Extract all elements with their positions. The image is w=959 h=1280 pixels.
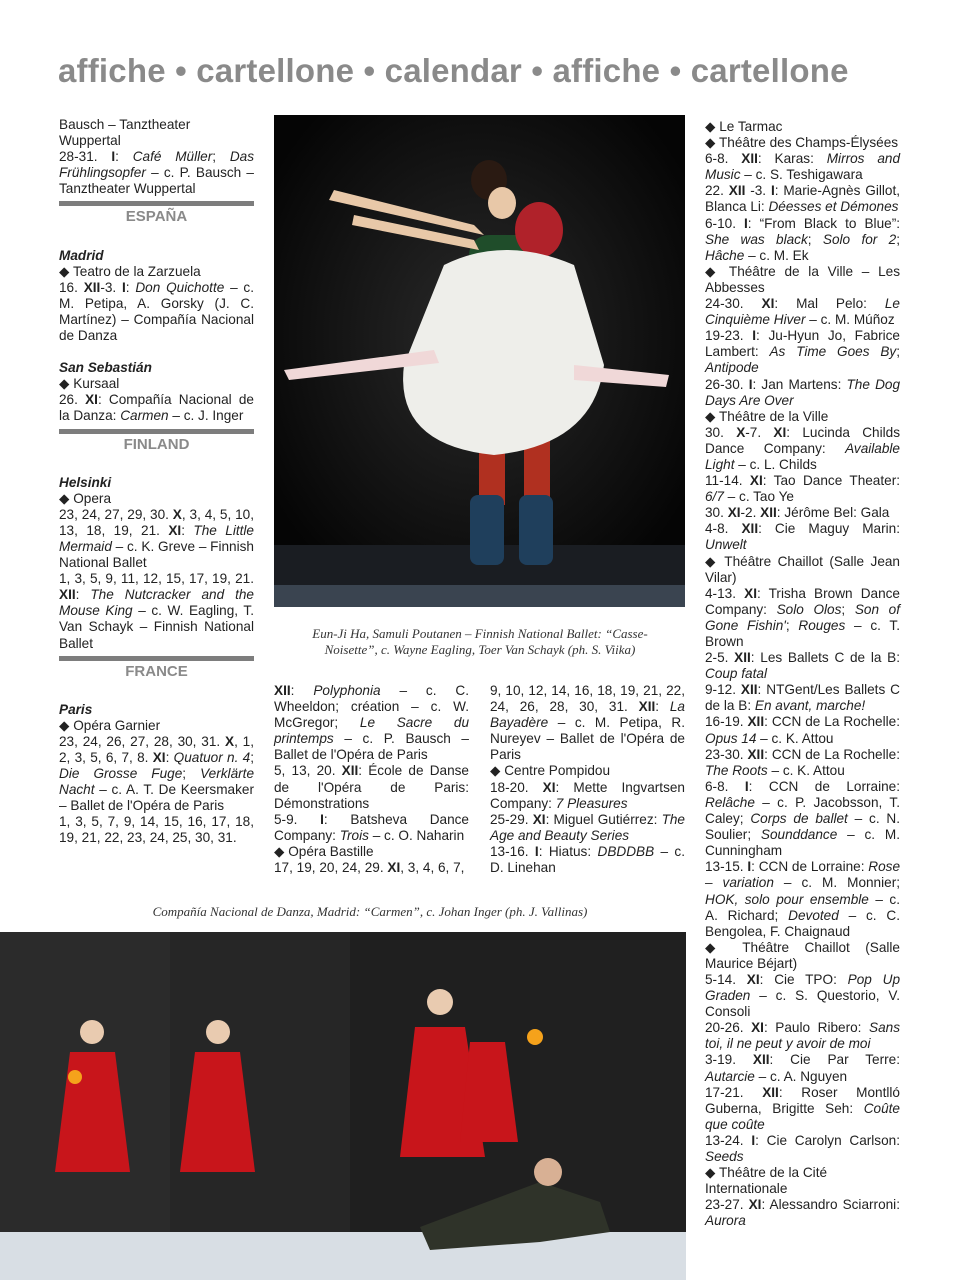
city-san-sebastian: San Sebastián — [59, 360, 152, 376]
column-2 — [274, 683, 469, 876]
country-heading-france: FRANCE — [125, 662, 188, 680]
listing-marin: 4-8. XII: Cie Maguy Marin: Unwelt — [705, 521, 901, 553]
column-1 — [59, 117, 254, 847]
listing-bayadere: 9, 10, 12, 14, 16, 18, 19, 21, 22, 24, 26, 28, 30, 31. XII: La Bayadère – c. M. Petipa, R. Nureyev – Ballet de l'Opéra de Paris — [490, 683, 685, 763]
country-divider — [59, 429, 254, 434]
city-madrid: Madrid — [59, 247, 104, 263]
listing-gutierrez: 25-29. XI: Miguel Gutiérrez: The Age and Beauty Series — [490, 811, 685, 843]
venue-le-tarmac: ◆ Le Tarmac — [705, 119, 783, 134]
listing-helsinki-1: 23, 24, 27, 29, 30. X, 3, 4, 5, 10, 13, 18, 19, 21. XI: The Little Mermaid – c. K. Greve – Finnish National Ballet — [59, 506, 255, 571]
listing-relache: 6-8. I: CCN de Lorraine: Relâche – c. P. Jacobsson, T. Caley; Corps de ballet – c. N. Soulier; Sounddance – c. M. Cunningham — [705, 778, 900, 859]
listing-ecole-de-danse: 5, 13, 20. XII: École de Danse de l'Opéra de Paris: Démonstrations — [274, 763, 469, 811]
listing-ingvartsen: 18-20. XI: Mette Ingvartsen Company: 7 Pleasures — [490, 779, 685, 811]
photo-carmen — [0, 932, 686, 1280]
venue-chaillot-bejart: ◆ Théâtre Chaillot (Salle Maurice Béjart) — [705, 939, 900, 971]
listing-par-terre: 3-19. XII: Cie Par Terre: Autarcie – c. A. Nguyen — [705, 1052, 900, 1084]
listing-madrid: 16. XII-3. I: Don Quichotte – c. M. Petipa, A. Gorsky (J. C. Martínez) – Compañía Nacional de Danza — [59, 279, 255, 344]
listing-gillot: 22. XII -3. I: Marie-Agnès Gillot, Blanca Li: Déesses et Démones — [705, 183, 900, 215]
listing-bastille-dates: 17, 19, 20, 24, 29. XI, 3, 4, 6, 7, — [274, 860, 465, 876]
listing-ntgent: 9-12. XII: NTGent/Les Ballets C de la B: En avant, marche! — [705, 682, 901, 714]
country-heading-finland: FINLAND — [123, 435, 190, 453]
listing-helsinki-2: 1, 3, 5, 9, 11, 12, 15, 17, 19, 21. XII: The Nutcracker and the Mouse King – c. W. Eagling, T. Van Schayk – Finnish National Ballet — [59, 571, 254, 651]
listing-opus-14: 16-19. XII: CCN de La Rochelle: Opus 14 – c. K. Attou — [705, 714, 900, 746]
caption-carmen: Compañía Nacional de Danza, Madrid: “Carmen”, c. Johan Inger (ph. J. Vallinas) — [152, 904, 588, 919]
listing-batsheva: 5-9. I: Batsheva Dance Company: Trois – c. O. Naharin — [274, 811, 469, 843]
listing-childs: 30. X-7. XI: Lucinda Childs Dance Company: Available Light – c. L. Childs — [705, 424, 900, 472]
listing-rose-variation: 13-15. I: CCN de Lorraine: Rose – variation – c. M. Monnier; HOK, solo pour ensemble – c. A. Richard; Devoted – c. C. Bengolea, F. Chaignaud — [705, 859, 901, 939]
masthead-title: affiche • cartellone • calendar • affiche • cartellone — [58, 52, 849, 89]
listing-montllo: 17-21. XII: Roser Montlló Guberna, Brigitte Seh: Coûte que coûte — [705, 1084, 900, 1132]
country-divider — [59, 201, 254, 206]
listing-bel: 30. XI-2. XII: Jérôme Bel: Gala — [705, 505, 890, 521]
venue-champs-elysees: ◆ Théâtre des Champs-Élysées — [705, 135, 899, 151]
listing-paris-2: 1, 3, 5, 7, 9, 14, 15, 16, 17, 18, 19, 21, 22, 23, 24, 25, 30, 31. — [59, 814, 254, 846]
country-heading-espana: ESPAÑA — [125, 208, 188, 226]
venue-kursaal: ◆ Kursaal — [59, 376, 120, 392]
listing-san-sebastian: 26. XI: Compañía Nacional de la Danza: Carmen – c. J. Inger — [59, 392, 254, 424]
listing-ek: 6-10. I: “From Black to Blue”: She was black; Solo for 2; Hâche – c. M. Ek — [705, 215, 900, 263]
column-3 — [490, 683, 685, 876]
venue-opera-garnier: ◆ Opéra Garnier — [59, 717, 161, 733]
listing-the-roots: 23-30. XII: CCN de La Rochelle: The Roots – c. K. Attou — [705, 746, 900, 778]
intro-company: Bausch – Tanztheater Wuppertal — [59, 117, 191, 149]
listing-tpo: 5-14. XI: Cie TPO: Pop Up Graden – c. S. Questorio, V. Consoli — [705, 971, 901, 1020]
listing-ju-hyun-jo: 19-23. I: Ju-Hyun Jo, Fabrice Lambert: As Time Goes By; Antipode — [705, 328, 901, 376]
column-4 — [705, 119, 900, 1229]
venue-opera-bastille: ◆ Opéra Bastille — [274, 843, 374, 859]
carmen-dancers-image — [0, 932, 686, 1280]
venue-opera: ◆ Opera — [59, 490, 112, 506]
venue-theatre-ville: ◆ Théâtre de la Ville — [705, 408, 829, 424]
listing-coup-fatal: 2-5. XII: Les Ballets C de la B: Coup fatal — [705, 650, 900, 682]
listing-paris-1: 23, 24, 26, 27, 28, 30, 31. X, 1, 2, 3, 5, 6, 7, 8. XI: Quatuor n. 4; Die Grosse Fuge; Verklärte Nacht – c. A. T. De Keersmaker – Ballet de l'Opéra de Paris — [59, 733, 255, 814]
photo-nutcracker — [274, 115, 685, 607]
venue-chaillot-vilar: ◆ Théâtre Chaillot (Salle Jean Vilar) — [705, 553, 900, 585]
intro-listing: 28-31. I: Café Müller; Das Frühlingsopfer – c. P. Bausch – Tanztheater Wuppertal — [59, 149, 254, 197]
venue-cite-internationale: ◆ Théâtre de la Cité Internationale — [705, 1165, 828, 1197]
listing-ribero: 20-26. XI: Paulo Ribero: Sans toi, il ne peut y avoir de moi — [705, 1020, 900, 1052]
venue-zarzuela: ◆ Teatro de la Zarzuela — [59, 263, 201, 279]
listing-trisha-brown: 4-13. XI: Trisha Brown Dance Company: Solo Olos; Son of Gone Fishin'; Rouges – c. T. Brown — [705, 585, 901, 649]
listing-sciarroni: 23-27. XI: Alessandro Sciarroni: Aurora — [705, 1197, 900, 1229]
listing-carlson: 13-24. I: Cie Carolyn Carlson: Seeds — [705, 1132, 900, 1164]
listing-mal-pelo: 24-30. XI: Mal Pelo: Le Cinquième Hiver – c. M. Múñoz — [705, 296, 900, 328]
listing-hiatus: 13-16. I: Hiatus: DBDDBB – c. D. Linehan — [490, 843, 686, 876]
listing-martens: 26-30. I: Jan Martens: The Dog Days Are Over — [705, 376, 901, 408]
listing-paris-garnier-cont: XII: Polyphonia – c. C. Wheeldon; création – c. W. McGregor; Le Sacre du printemps – c. P. Bausch – Ballet de l'Opéra de Paris — [274, 683, 469, 763]
listing-karas: 6-8. XII: Karas: Mirros and Music – c. S. Teshigawara — [705, 151, 901, 183]
listing-tao: 11-14. XI: Tao Dance Theater: 6/7 – c. Tao Ye — [705, 473, 901, 505]
ballet-dancers-image — [274, 115, 685, 607]
city-helsinki: Helsinki — [59, 474, 112, 490]
caption-nutcracker: Eun-Ji Ha, Samuli Poutanen – Finnish National Ballet: “Casse-Noisette”, c. Wayne Eagling, Toer Van Schayk (ph. S. Viika) — [312, 626, 648, 657]
city-paris: Paris — [59, 701, 93, 717]
venue-abbesses: ◆ Théâtre de la Ville – Les Abbesses — [705, 263, 900, 295]
venue-centre-pompidou: ◆ Centre Pompidou — [490, 763, 611, 779]
country-divider — [59, 656, 254, 661]
